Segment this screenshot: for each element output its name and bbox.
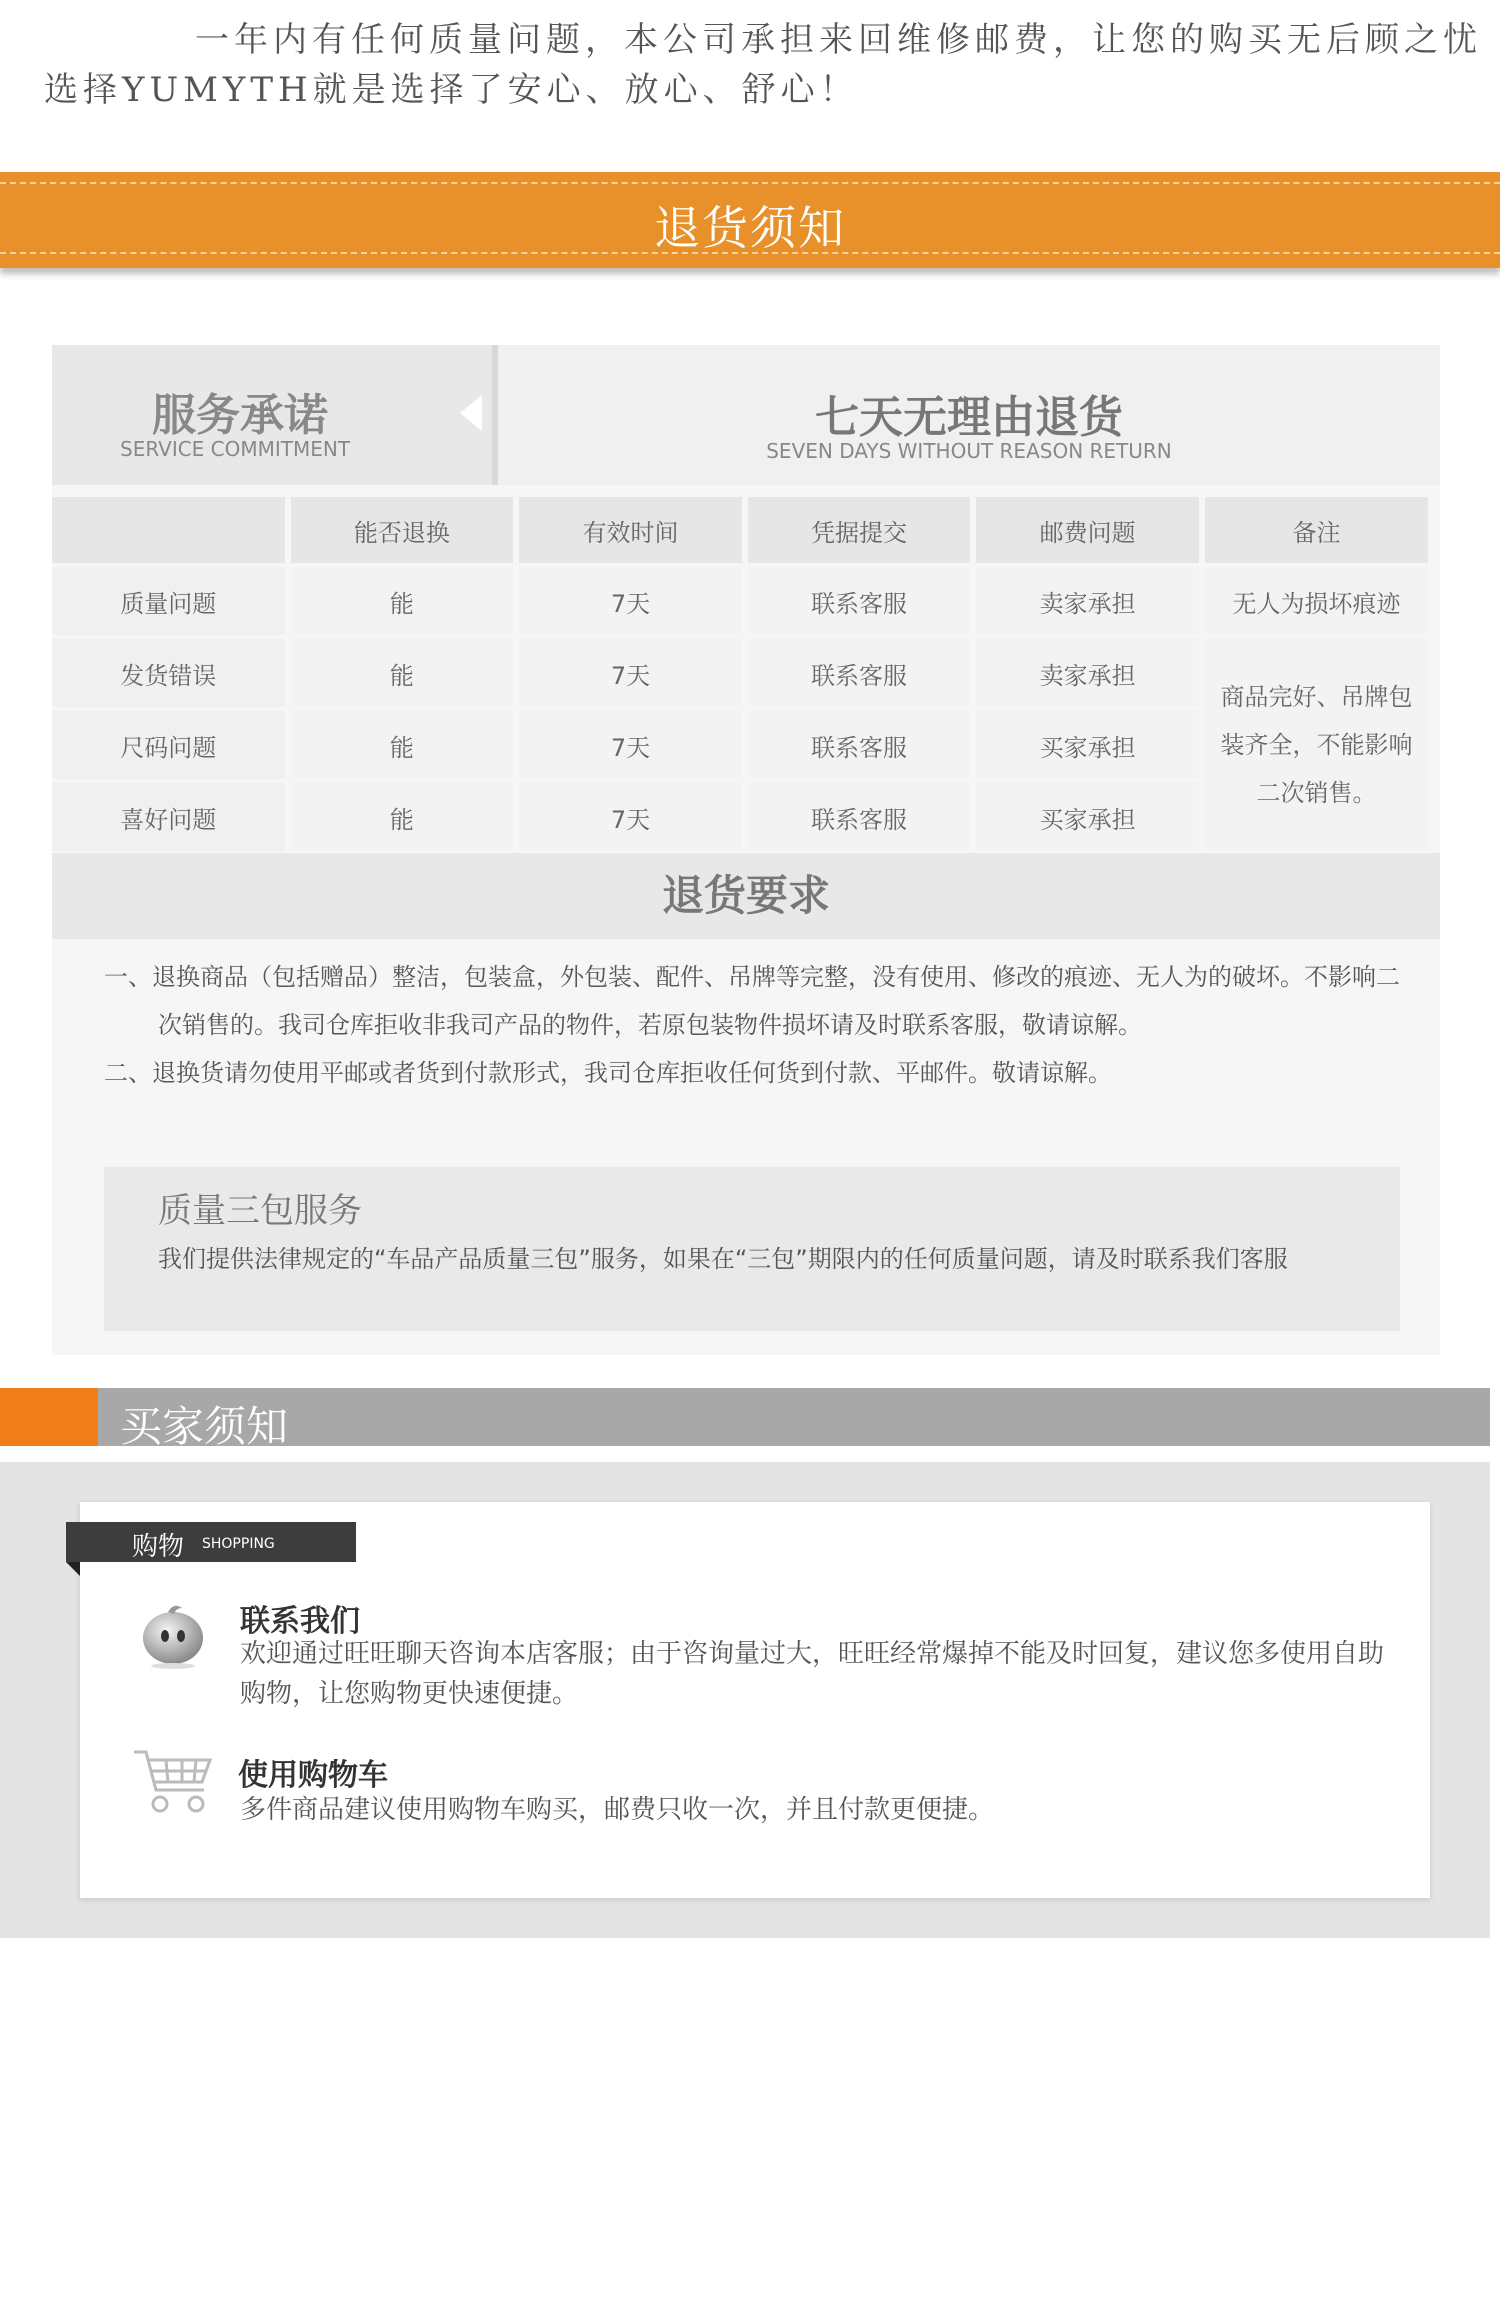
shopping-tag-zh: 购物 bbox=[132, 1532, 185, 1562]
seven-day-return-header bbox=[498, 345, 1440, 485]
use-cart-text: 多件商品建议使用购物车购买，邮费只收一次，并且付款更便捷。 bbox=[240, 1795, 995, 1825]
table-cell: 喜好问题 bbox=[52, 783, 285, 851]
shopping-tag bbox=[66, 1522, 356, 1562]
return-requirements-title: 退货要求 bbox=[52, 853, 1440, 939]
table-cell: 无人为损坏痕迹 bbox=[1205, 567, 1428, 635]
intro-section bbox=[0, 0, 1500, 150]
table-cell: 7天 bbox=[519, 783, 742, 851]
table-header-cell: 有效时间 bbox=[519, 497, 742, 563]
table-cell: 能 bbox=[291, 783, 514, 851]
quality-guarantee-box bbox=[104, 1167, 1400, 1331]
table-header-cell bbox=[52, 497, 285, 563]
requirement-item-1: 一、退换商品（包括赠品）整洁，包装盒，外包装、配件、吊牌等完整，没有使用、修改的痕迹、无人为的破坏。不影响二次销售的。我司仓库拒收非我司产品的物件，若原包装物件损坏请及时联系客服，敬请谅解。 bbox=[104, 963, 1400, 1039]
contact-us-text: 欢迎通过旺旺聊天咨询本店客服；由于咨询量过大，旺旺经常爆掉不能及时回复，建议您多使用自助购物，让您购物更快速便捷。 bbox=[240, 1639, 1385, 1709]
tag-fold-corner bbox=[66, 1562, 80, 1576]
table-cell: 卖家承担 bbox=[976, 567, 1199, 635]
table-note-merged: 商品完好、吊牌包装齐全，不能影响二次销售。 bbox=[1205, 639, 1428, 851]
service-commitment-box bbox=[52, 345, 492, 485]
wangwang-chat-icon bbox=[138, 1600, 208, 1670]
banner-dashed-line-bottom bbox=[0, 252, 1500, 254]
banner-dashed-line-top bbox=[0, 182, 1500, 184]
intro-line-2: 选择YUMYTH就是选择了安心、放心、舒心！ bbox=[44, 70, 859, 110]
quality-title: 质量三包服务 bbox=[158, 1191, 362, 1231]
table-header-row bbox=[52, 497, 1428, 563]
table-header-cell: 凭据提交 bbox=[748, 497, 971, 563]
requirement-item-2: 二、退换货请勿使用平邮或者货到付款形式，我司仓库拒收任何货到付款、平邮件。敬请谅解。 bbox=[104, 1059, 1112, 1087]
service-title-zh: 服务承诺 bbox=[152, 390, 328, 441]
return-notice-banner bbox=[0, 172, 1500, 268]
table-cell: 发货错误 bbox=[52, 639, 285, 707]
contact-us-title: 联系我们 bbox=[240, 1604, 360, 1639]
return-requirements-text bbox=[104, 953, 1414, 1097]
table-header-cell: 备注 bbox=[1205, 497, 1428, 563]
table-cell: 联系客服 bbox=[748, 639, 971, 707]
intro-line-1: 一年内有任何质量问题，本公司承担来回维修邮费，让您的购买无后顾之忧 bbox=[195, 20, 1482, 60]
table-cell: 能 bbox=[291, 639, 514, 707]
table-header-cell: 邮费问题 bbox=[976, 497, 1199, 563]
table-cell: 质量问题 bbox=[52, 567, 285, 635]
table-cell: 联系客服 bbox=[748, 567, 971, 635]
table-row bbox=[52, 567, 1428, 635]
table-header-cell: 能否退换 bbox=[291, 497, 514, 563]
table-cell: 买家承担 bbox=[976, 711, 1199, 779]
return-policy-title-zh: 七天无理由退货 bbox=[815, 392, 1123, 443]
buyer-notice-banner bbox=[0, 1388, 1490, 1451]
return-notice-title: 退货须知 bbox=[654, 201, 846, 255]
service-title-en: SERVICE COMMITMENT bbox=[120, 437, 351, 461]
use-cart-title: 使用购物车 bbox=[238, 1758, 388, 1793]
shopping-tag-en: SHOPPING bbox=[202, 1536, 275, 1552]
table-cell: 7天 bbox=[519, 639, 742, 707]
table-row bbox=[52, 639, 1428, 707]
banner-accent-block bbox=[0, 1388, 98, 1446]
table-cell: 买家承担 bbox=[976, 783, 1199, 851]
table-cell: 尺码问题 bbox=[52, 711, 285, 779]
return-policy-panel bbox=[52, 345, 1440, 1355]
notch-arrow-icon bbox=[460, 395, 482, 431]
shopping-cart-icon bbox=[132, 1746, 214, 1818]
table-cell: 7天 bbox=[519, 567, 742, 635]
table-cell: 能 bbox=[291, 711, 514, 779]
quality-text: 我们提供法律规定的“车品产品质量三包”服务，如果在“三包”期限内的任何质量问题，请及时联系我们客服 bbox=[158, 1245, 1288, 1273]
table-cell: 联系客服 bbox=[748, 783, 971, 851]
table-cell: 卖家承担 bbox=[976, 639, 1199, 707]
table-cell: 能 bbox=[291, 567, 514, 635]
buyer-notice-title: 买家须知 bbox=[120, 1402, 289, 1451]
table-cell: 联系客服 bbox=[748, 711, 971, 779]
return-policy-title-en: SEVEN DAYS WITHOUT REASON RETURN bbox=[766, 439, 1172, 463]
table-cell: 7天 bbox=[519, 711, 742, 779]
return-conditions-table bbox=[46, 493, 1434, 855]
